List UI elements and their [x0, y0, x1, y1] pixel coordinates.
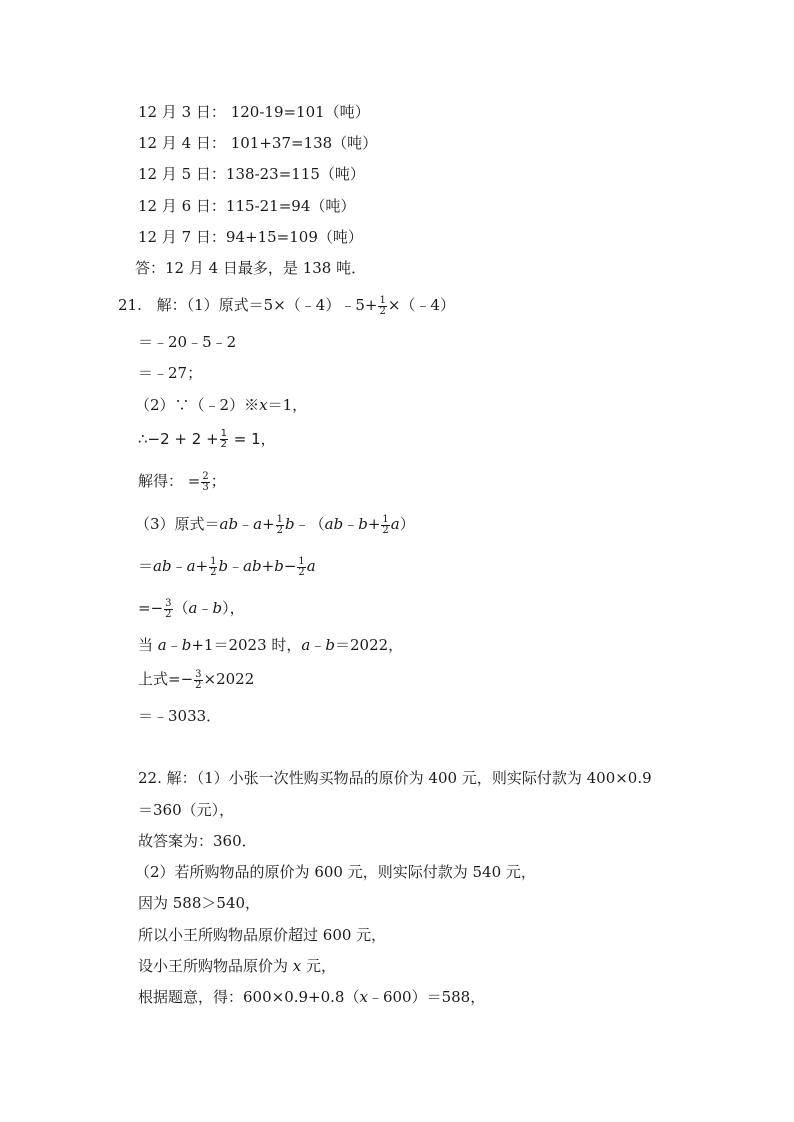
q22-line-7: 设小王所购物品原价为 x 元， — [138, 957, 337, 975]
q21-part2-line: （2）∵（﹣2）※x＝1， — [135, 396, 308, 414]
q21-substitute-line: 上式=− $\frac{3}{2}$ ×2022 — [138, 668, 255, 691]
q20-answer: 答：12 月 4 日最多，是 138 吨． — [135, 259, 367, 277]
fraction-one-half: $\frac{1}{2}$ — [220, 428, 228, 450]
fraction-three-halves: $\frac{3}{2}$ — [165, 597, 172, 620]
q22-line-5: 因为 588＞540， — [138, 894, 261, 912]
fraction-one-half: $\frac{1}{2}$ — [379, 294, 386, 317]
q22-line-8: 根据题意，得：600×0.9+0.8（x﹣600）＝588， — [138, 988, 486, 1006]
q21-result-line: ＝﹣3033． — [138, 707, 222, 725]
fraction-one-half: $\frac{1}{2}$ — [276, 513, 284, 536]
q21-simplify-line: =− $\frac{3}{2}$ （a﹣b）， — [138, 597, 245, 620]
q21-condition-line: 当 a﹣b+1＝2023 时，a﹣b＝2022， — [138, 636, 404, 654]
q20-line-dec7: 12 月 7 日：94+15=109（吨） — [138, 228, 363, 246]
q21-solve-line: 解得： = $\frac{2}{3}$ ； — [138, 470, 226, 493]
fraction-one-half: $\frac{1}{2}$ — [298, 555, 305, 578]
q22-line-4: （2）若所购物品的原价为 600 元，则实际付款为 540 元， — [135, 863, 536, 881]
q22-line-2: ＝360（元）， — [138, 801, 235, 819]
q21-part3-line: （3）原式＝ab﹣a+ $\frac{1}{2}$ b﹣（ab﹣b+ $\frac{1}{2}$ a） — [135, 513, 415, 536]
q21-expand-line: ＝ab﹣a+ $\frac{1}{2}$ b﹣ab+b− $\frac{1}{2}$ a — [138, 555, 316, 578]
fraction-three-halves: $\frac{3}{2}$ — [195, 668, 202, 691]
fraction-two-thirds: $\frac{2}{3}$ — [202, 470, 209, 493]
fraction-one-half: $\frac{1}{2}$ — [382, 513, 389, 536]
q22-line-1: 22. 解：（1）小张一次性购买物品的原价为 400 元，则实际付款为 400×0.9 — [138, 769, 652, 787]
fraction-one-half: $\frac{1}{2}$ — [210, 555, 217, 578]
q20-line-dec3: 12 月 3 日： 120-19=101（吨） — [138, 103, 370, 121]
q21-line-3: ＝﹣27； — [138, 364, 203, 382]
q22-line-6: 所以小王所购物品原价超过 600 元， — [138, 926, 387, 944]
q22-line-3: 故答案为：360． — [138, 832, 257, 850]
q21-number: 21. — [118, 296, 142, 314]
q21-line-2: ＝﹣20﹣5﹣2 — [138, 333, 237, 351]
q20-line-dec5: 12 月 5 日：138-23=115（吨） — [138, 165, 365, 183]
q21-equation-line: ∴−2 + 2 + $\frac{1}{2}$ = 1， — [138, 428, 276, 450]
q21-part1-line: 21. 解：（1）原式＝5×（﹣4）﹣5+ $\frac{1}{2}$ ×（﹣4） — [118, 294, 455, 317]
q20-line-dec4: 12 月 4 日： 101+37=138（吨） — [138, 134, 378, 152]
q20-line-dec6: 12 月 6 日：115-21=94（吨） — [138, 197, 356, 215]
